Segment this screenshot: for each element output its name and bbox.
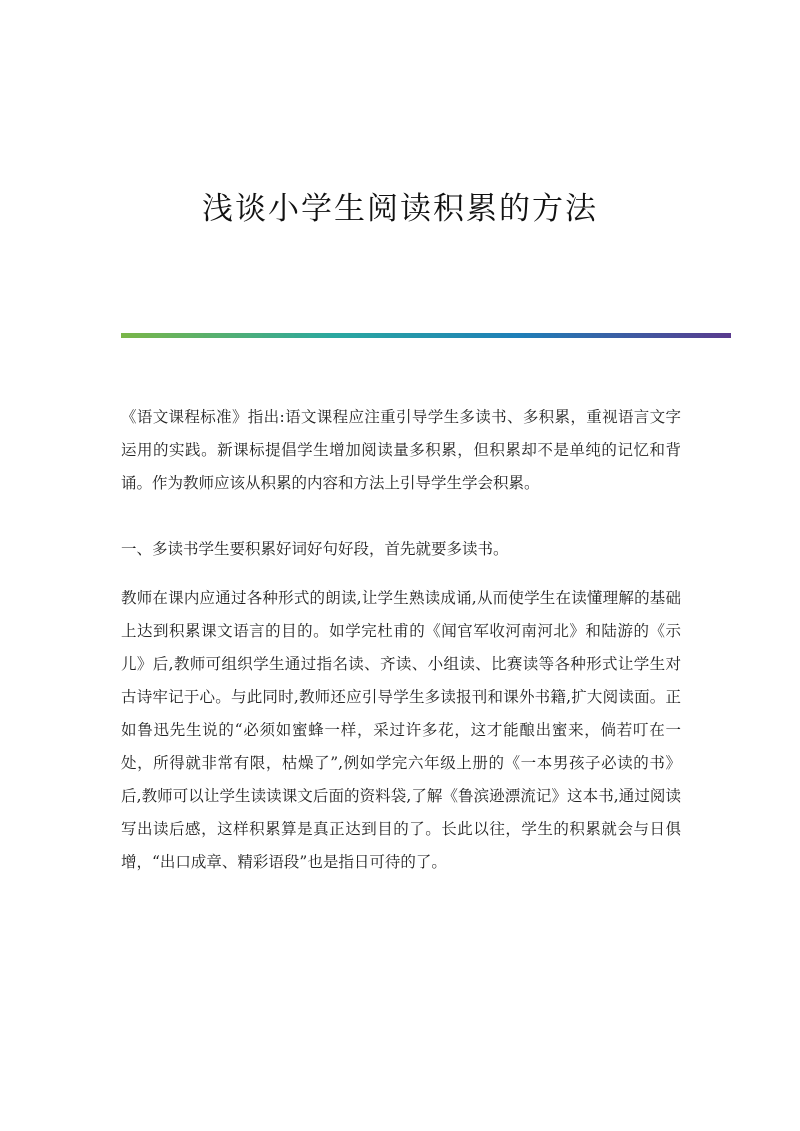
paragraph-intro (121, 401, 681, 500)
document-title: 浅谈小学生阅读积累的方法 (202, 191, 598, 227)
section-heading-1 (121, 533, 681, 566)
paragraph-text: 教师在课内应通过各种形式的朗读,让学生熟读成诵,从而使学生在读懂理解的基础上达到积累课文语言的目的。如学完杜甫的《闻官军收河南河北》和陆游的《示儿》后,教师可组织学生通过指名读、齐读、小组读、比赛读等各种形式让学生对古诗牢记于心。与此同时,教师还应引导学生多读报刊和课外书籍,扩大阅读面。正如鲁迅先生说的“必须如蜜蜂一样，采过许多花，这才能酿出蜜来，倘若叮在一处，所得就非常有限，枯燥了”,例如学完六年级上册的《一本男孩子必读的书》后,教师可以让学生读读课文后面的资料袋,了解《鲁滨逊漂流记》这本书,通过阅读写出读后感，这样积累算是真正达到目的了。长此以往，学生的积累就会与日俱增，“出口成章、精彩语段”也是指日可待的了。 (121, 589, 681, 871)
title-divider (121, 333, 731, 338)
section-heading-text: 一、多读书学生要积累好词好句好段，首先就要多读书。 (121, 540, 509, 558)
paragraph-text: 《语文课程标准》指出:语文课程应注重引导学生多读书、多积累，重视语言文字运用的实践。新课标提倡学生增加阅读量多积累，但积累却不是单纯的记忆和背诵。作为教师应该从积累的内容和方法上引导学生学会积累。 (121, 408, 681, 492)
paragraph-body (121, 582, 681, 879)
